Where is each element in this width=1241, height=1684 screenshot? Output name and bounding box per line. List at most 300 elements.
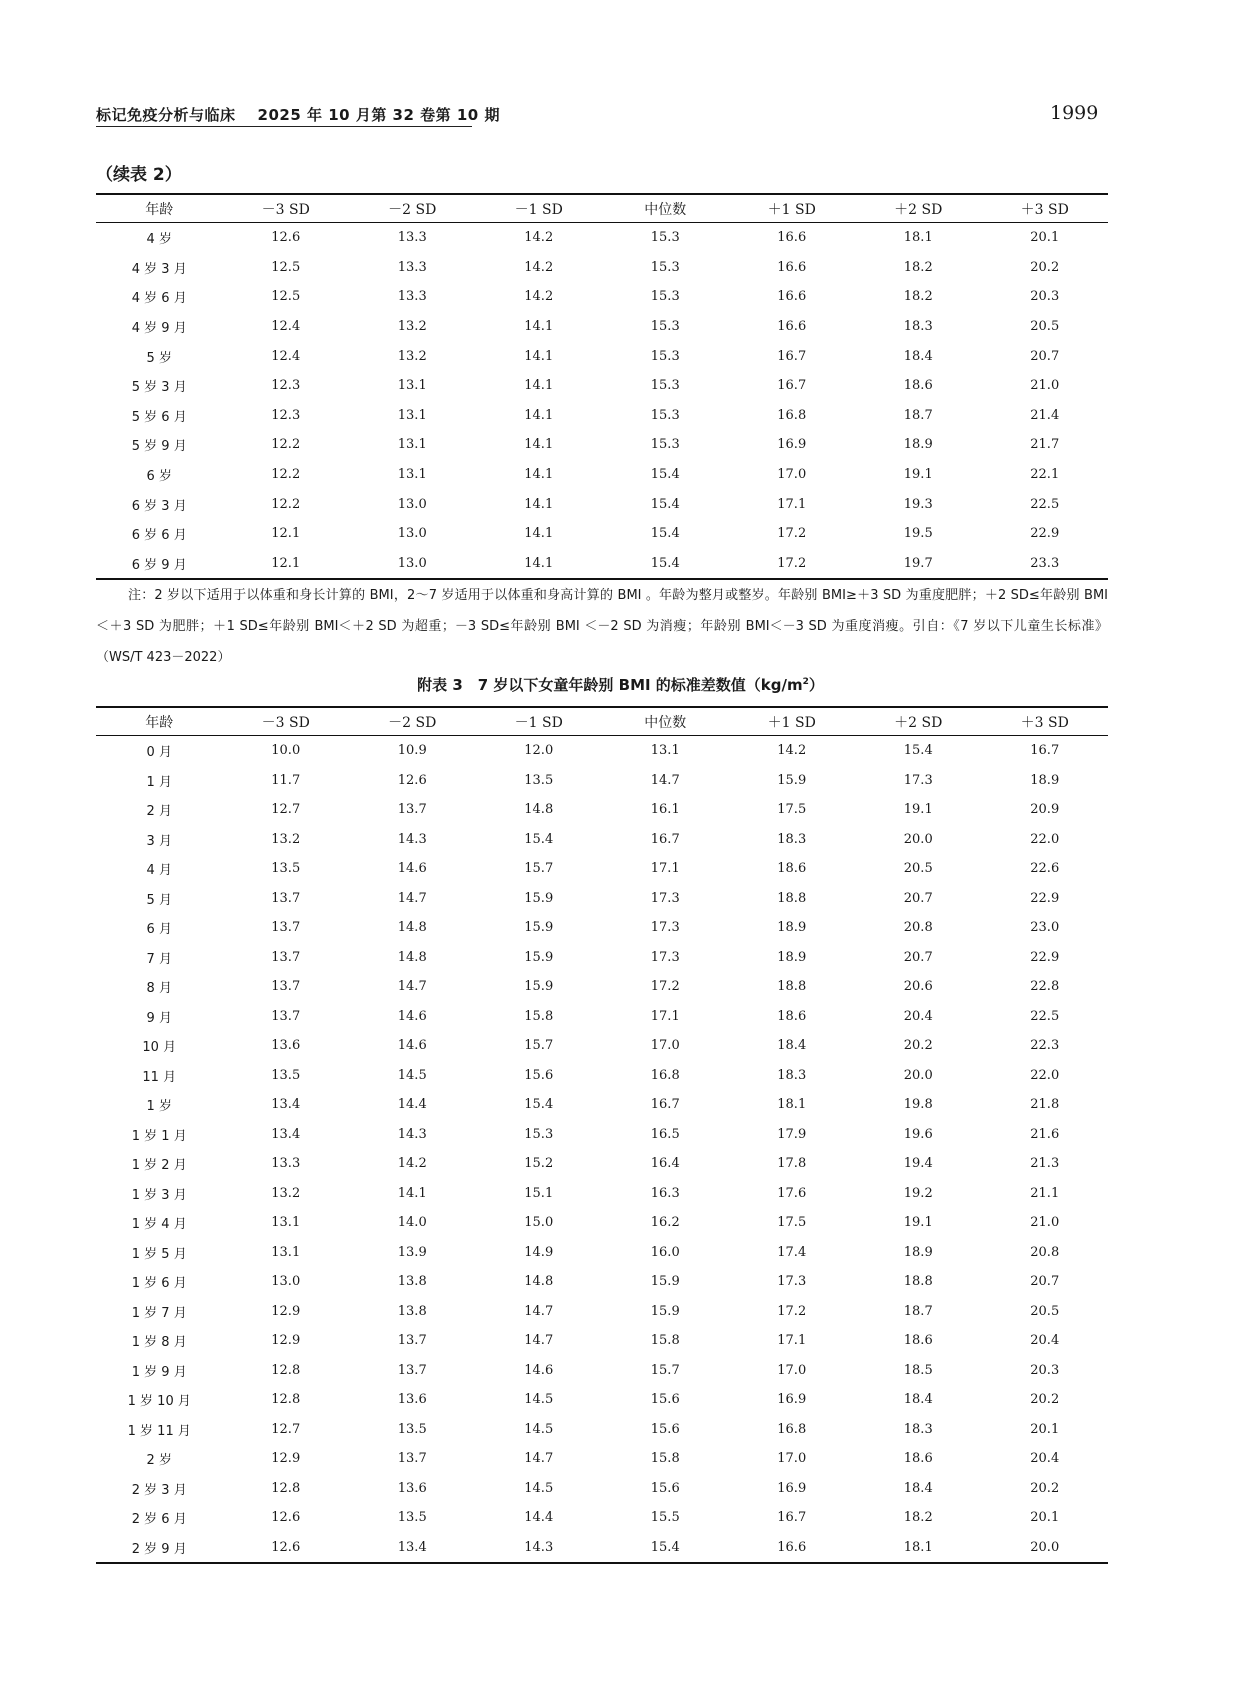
value-cell: 20.2 — [1030, 1480, 1060, 1496]
table-3-title-end: ） — [808, 676, 824, 694]
value-cell: 13.4 — [271, 1126, 301, 1142]
value-cell: 18.2 — [903, 1510, 933, 1526]
value-cell: 14.1 — [524, 407, 554, 423]
value-cell: 13.5 — [397, 1421, 427, 1437]
age-cell: 6 月 — [146, 922, 172, 938]
value-cell: 15.8 — [650, 1333, 680, 1349]
age-cell: 1 岁 11 月 — [127, 1423, 191, 1439]
value-cell: 18.1 — [903, 230, 933, 246]
value-cell: 15.4 — [650, 467, 680, 483]
value-cell: 23.3 — [1030, 555, 1060, 571]
table-row — [96, 460, 1108, 490]
table-row — [96, 972, 1108, 1002]
age-cell: 2 岁 9 月 — [131, 1541, 187, 1557]
value-cell: 10.0 — [271, 743, 301, 759]
value-cell: 15.6 — [650, 1392, 680, 1408]
table-row — [96, 1090, 1108, 1120]
table-row — [96, 1179, 1108, 1209]
age-cell: 4 岁 3 月 — [131, 261, 187, 277]
value-cell: 16.9 — [777, 1480, 807, 1496]
value-cell: 15.8 — [650, 1451, 680, 1467]
table-2-continued — [96, 193, 1108, 580]
value-cell: 15.3 — [650, 319, 680, 335]
value-cell: 21.0 — [1030, 378, 1060, 394]
value-cell: 13.5 — [397, 1510, 427, 1526]
value-cell: 16.4 — [650, 1156, 680, 1172]
value-cell: 20.8 — [903, 920, 933, 936]
value-cell: 15.3 — [650, 407, 680, 423]
value-cell: 13.3 — [397, 259, 427, 275]
table-row — [96, 736, 1108, 766]
value-cell: 17.1 — [777, 1333, 807, 1349]
value-cell: 14.1 — [524, 496, 554, 512]
age-cell: 0 月 — [146, 745, 172, 761]
table-row — [96, 253, 1108, 283]
value-cell: 17.0 — [777, 1362, 807, 1378]
value-cell: 17.9 — [777, 1126, 807, 1142]
value-cell: 15.5 — [650, 1510, 680, 1526]
value-cell: 12.1 — [271, 526, 301, 542]
value-cell: 18.4 — [903, 1480, 933, 1496]
value-cell: 19.1 — [903, 1215, 933, 1231]
table-row — [96, 1503, 1108, 1533]
column-header-age: 年龄 — [145, 714, 174, 731]
value-cell: 20.5 — [903, 861, 933, 877]
value-cell: 18.6 — [777, 861, 807, 877]
value-cell: 16.9 — [777, 1392, 807, 1408]
table-header-row — [96, 194, 1108, 223]
value-cell: 17.2 — [777, 1303, 807, 1319]
column-header: ＋2 SD — [894, 201, 943, 218]
value-cell: 22.9 — [1030, 890, 1060, 906]
column-header: ＋3 SD — [1020, 714, 1069, 731]
age-cell: 1 岁 2 月 — [131, 1158, 187, 1174]
value-cell: 14.5 — [524, 1392, 554, 1408]
value-cell: 12.3 — [271, 407, 301, 423]
age-cell: 11 月 — [142, 1069, 177, 1085]
value-cell: 12.5 — [271, 259, 301, 275]
value-cell: 13.7 — [397, 1451, 427, 1467]
value-cell: 14.7 — [524, 1303, 554, 1319]
table-row — [96, 1031, 1108, 1061]
value-cell: 15.6 — [650, 1421, 680, 1437]
journal-name: 标记免疫分析与临床 — [96, 106, 236, 124]
value-cell: 13.7 — [397, 802, 427, 818]
value-cell: 14.1 — [524, 467, 554, 483]
value-cell: 20.4 — [903, 1008, 933, 1024]
value-cell: 13.4 — [271, 1097, 301, 1113]
age-cell: 6 岁 9 月 — [131, 557, 187, 573]
value-cell: 16.7 — [777, 348, 807, 364]
value-cell: 20.8 — [1030, 1244, 1060, 1260]
table-row — [96, 943, 1108, 973]
table-row — [96, 430, 1108, 460]
value-cell: 13.5 — [271, 1067, 301, 1083]
age-cell: 4 岁 — [146, 232, 172, 248]
value-cell: 16.7 — [1030, 743, 1060, 759]
value-cell: 18.6 — [903, 378, 933, 394]
value-cell: 20.2 — [1030, 259, 1060, 275]
value-cell: 17.1 — [650, 861, 680, 877]
table-row — [96, 1415, 1108, 1445]
value-cell: 20.6 — [903, 979, 933, 995]
value-cell: 18.8 — [903, 1274, 933, 1290]
value-cell: 12.6 — [271, 1539, 301, 1555]
value-cell: 13.8 — [397, 1303, 427, 1319]
age-cell: 1 岁 10 月 — [127, 1394, 191, 1410]
value-cell: 15.4 — [524, 831, 554, 847]
value-cell: 20.3 — [1030, 289, 1060, 305]
table-note: 注：2 岁以下适用于以体重和身长计算的 BMI，2～7 岁适用于以体重和身高计算的 BMI 。年龄为整月或整岁。年龄别 BMI≥＋3 SD 为重度肥胖；＋2 SD≤年龄别 BMI ＜＋3 SD 为肥胖；＋1 SD≤年龄别 BMI＜＋2 SD 为超重；－3 SD≤年龄别 BMI ＜－2 SD 为消瘦；年龄别 BMI＜－3 SD 为重度消瘦。引自：《7 岁以下儿童生长标准》（WS/T 423－2022） — [96, 588, 1108, 665]
value-cell: 16.0 — [650, 1244, 680, 1260]
value-cell: 22.5 — [1030, 496, 1060, 512]
value-cell: 16.8 — [650, 1067, 680, 1083]
value-cell: 20.9 — [1030, 802, 1060, 818]
value-cell: 12.3 — [271, 378, 301, 394]
table-row — [96, 1208, 1108, 1238]
column-header: －3 SD — [261, 714, 310, 731]
value-cell: 15.9 — [650, 1274, 680, 1290]
value-cell: 18.3 — [903, 1421, 933, 1437]
value-cell: 12.8 — [271, 1480, 301, 1496]
value-cell: 15.4 — [650, 496, 680, 512]
value-cell: 14.7 — [524, 1451, 554, 1467]
value-cell: 16.6 — [777, 319, 807, 335]
value-cell: 13.3 — [397, 230, 427, 246]
value-cell: 22.6 — [1030, 861, 1060, 877]
value-cell: 11.7 — [271, 772, 301, 788]
value-cell: 13.1 — [397, 378, 427, 394]
value-cell: 19.6 — [903, 1126, 933, 1142]
value-cell: 14.2 — [524, 289, 554, 305]
value-cell: 15.4 — [524, 1097, 554, 1113]
value-cell: 17.3 — [650, 920, 680, 936]
value-cell: 15.4 — [903, 743, 933, 759]
value-cell: 12.4 — [271, 319, 301, 335]
table-row — [96, 913, 1108, 943]
value-cell: 15.7 — [650, 1362, 680, 1378]
value-cell: 17.4 — [777, 1244, 807, 1260]
journal-issue: 2025 年 10 月第 32 卷第 10 期 — [257, 106, 500, 124]
value-cell: 19.8 — [903, 1097, 933, 1113]
value-cell: 18.9 — [1030, 772, 1060, 788]
age-cell: 5 月 — [146, 892, 172, 908]
value-cell: 17.1 — [650, 1008, 680, 1024]
value-cell: 18.3 — [777, 1067, 807, 1083]
value-cell: 16.6 — [777, 259, 807, 275]
value-cell: 17.6 — [777, 1185, 807, 1201]
age-cell: 2 月 — [146, 804, 172, 820]
value-cell: 13.1 — [271, 1244, 301, 1260]
value-cell: 13.7 — [271, 979, 301, 995]
table-row — [96, 1267, 1108, 1297]
value-cell: 13.7 — [271, 890, 301, 906]
table-3-title — [0, 674, 1241, 695]
value-cell: 10.9 — [397, 743, 427, 759]
value-cell: 15.1 — [524, 1185, 554, 1201]
value-cell: 13.0 — [397, 555, 427, 571]
value-cell: 17.0 — [777, 1451, 807, 1467]
value-cell: 15.3 — [650, 378, 680, 394]
value-cell: 14.0 — [397, 1215, 427, 1231]
value-cell: 14.5 — [524, 1480, 554, 1496]
value-cell: 12.0 — [524, 743, 554, 759]
value-cell: 20.4 — [1030, 1333, 1060, 1349]
table-row — [96, 312, 1108, 342]
value-cell: 14.6 — [397, 1008, 427, 1024]
age-cell: 2 岁 — [146, 1453, 172, 1469]
value-cell: 16.2 — [650, 1215, 680, 1231]
value-cell: 21.8 — [1030, 1097, 1060, 1113]
table-row — [96, 795, 1108, 825]
value-cell: 14.3 — [397, 1126, 427, 1142]
value-cell: 16.7 — [650, 1097, 680, 1113]
value-cell: 22.0 — [1030, 831, 1060, 847]
value-cell: 14.8 — [397, 920, 427, 936]
value-cell: 13.0 — [397, 526, 427, 542]
value-cell: 16.6 — [777, 289, 807, 305]
table-3 — [96, 706, 1108, 1564]
age-cell: 1 岁 5 月 — [131, 1246, 187, 1262]
value-cell: 13.5 — [524, 772, 554, 788]
value-cell: 17.3 — [650, 890, 680, 906]
value-cell: 22.8 — [1030, 979, 1060, 995]
value-cell: 12.4 — [271, 348, 301, 364]
age-cell: 4 岁 9 月 — [131, 321, 187, 337]
value-cell: 22.9 — [1030, 526, 1060, 542]
value-cell: 23.0 — [1030, 920, 1060, 936]
value-cell: 20.0 — [903, 831, 933, 847]
header-rule — [96, 126, 472, 127]
table-body — [96, 736, 1108, 1564]
table-row — [96, 223, 1108, 253]
page-number: 1999 — [1050, 102, 1099, 124]
column-header: －1 SD — [514, 201, 563, 218]
value-cell: 14.2 — [524, 230, 554, 246]
value-cell: 13.4 — [397, 1539, 427, 1555]
value-cell: 14.8 — [524, 802, 554, 818]
table-row — [96, 1120, 1108, 1150]
value-cell: 12.9 — [271, 1333, 301, 1349]
value-cell: 18.7 — [903, 1303, 933, 1319]
value-cell: 19.1 — [903, 467, 933, 483]
value-cell: 15.9 — [524, 979, 554, 995]
value-cell: 14.7 — [650, 772, 680, 788]
value-cell: 21.0 — [1030, 1215, 1060, 1231]
column-header: ＋3 SD — [1020, 201, 1069, 218]
value-cell: 14.2 — [397, 1156, 427, 1172]
value-cell: 12.6 — [271, 230, 301, 246]
value-cell: 13.9 — [397, 1244, 427, 1260]
value-cell: 22.3 — [1030, 1038, 1060, 1054]
value-cell: 13.1 — [397, 467, 427, 483]
value-cell: 17.0 — [777, 467, 807, 483]
age-cell: 1 岁 8 月 — [131, 1335, 187, 1351]
age-cell: 7 月 — [146, 951, 172, 967]
value-cell: 15.3 — [650, 259, 680, 275]
value-cell: 17.2 — [650, 979, 680, 995]
age-cell: 6 岁 3 月 — [131, 498, 187, 514]
table-row — [96, 884, 1108, 914]
column-header: ＋2 SD — [894, 714, 943, 731]
value-cell: 17.3 — [777, 1274, 807, 1290]
value-cell: 18.1 — [903, 1539, 933, 1555]
value-cell: 18.4 — [903, 348, 933, 364]
value-cell: 13.1 — [397, 407, 427, 423]
value-cell: 12.1 — [271, 555, 301, 571]
value-cell: 20.4 — [1030, 1451, 1060, 1467]
value-cell: 13.1 — [397, 437, 427, 453]
value-cell: 21.1 — [1030, 1185, 1060, 1201]
value-cell: 15.9 — [777, 772, 807, 788]
value-cell: 14.2 — [524, 259, 554, 275]
value-cell: 15.3 — [650, 437, 680, 453]
value-cell: 14.6 — [524, 1362, 554, 1378]
value-cell: 22.1 — [1030, 467, 1060, 483]
value-cell: 17.5 — [777, 1215, 807, 1231]
value-cell: 18.9 — [777, 949, 807, 965]
value-cell: 15.4 — [650, 1539, 680, 1555]
value-cell: 15.7 — [524, 1038, 554, 1054]
value-cell: 15.3 — [650, 348, 680, 364]
value-cell: 13.7 — [271, 949, 301, 965]
value-cell: 14.3 — [397, 831, 427, 847]
value-cell: 20.2 — [903, 1038, 933, 1054]
age-cell: 1 岁 — [146, 1099, 172, 1115]
value-cell: 15.9 — [524, 920, 554, 936]
value-cell: 16.1 — [650, 802, 680, 818]
value-cell: 20.5 — [1030, 319, 1060, 335]
table-row — [96, 766, 1108, 796]
value-cell: 12.6 — [271, 1510, 301, 1526]
table-row — [96, 1385, 1108, 1415]
value-cell: 21.7 — [1030, 437, 1060, 453]
column-header: －2 SD — [388, 201, 437, 218]
value-cell: 12.9 — [271, 1451, 301, 1467]
value-cell: 14.3 — [524, 1539, 554, 1555]
value-cell: 20.7 — [903, 949, 933, 965]
value-cell: 14.8 — [397, 949, 427, 965]
value-cell: 14.1 — [524, 437, 554, 453]
age-cell: 5 岁 9 月 — [131, 439, 187, 455]
value-cell: 16.8 — [777, 1421, 807, 1437]
age-cell: 2 岁 3 月 — [131, 1482, 187, 1498]
value-cell: 20.1 — [1030, 1510, 1060, 1526]
value-cell: 14.4 — [397, 1097, 427, 1113]
value-cell: 14.1 — [524, 348, 554, 364]
value-cell: 22.9 — [1030, 949, 1060, 965]
value-cell: 19.7 — [903, 555, 933, 571]
value-cell: 12.8 — [271, 1392, 301, 1408]
table-row — [96, 854, 1108, 884]
column-header-age: 年龄 — [145, 201, 174, 218]
value-cell: 17.3 — [650, 949, 680, 965]
age-cell: 5 岁 6 月 — [131, 409, 187, 425]
value-cell: 13.3 — [397, 289, 427, 305]
value-cell: 13.8 — [397, 1274, 427, 1290]
table-row — [96, 401, 1108, 431]
table-row — [96, 1149, 1108, 1179]
value-cell: 13.1 — [271, 1215, 301, 1231]
table-row — [96, 341, 1108, 371]
value-cell: 20.3 — [1030, 1362, 1060, 1378]
column-header: 中位数 — [644, 714, 687, 731]
value-cell: 19.5 — [903, 526, 933, 542]
value-cell: 20.7 — [1030, 1274, 1060, 1290]
value-cell: 16.5 — [650, 1126, 680, 1142]
value-cell: 13.0 — [397, 496, 427, 512]
table-row — [96, 1444, 1108, 1474]
value-cell: 12.5 — [271, 289, 301, 305]
column-header: －3 SD — [261, 201, 310, 218]
value-cell: 18.3 — [777, 831, 807, 847]
value-cell: 14.8 — [524, 1274, 554, 1290]
value-cell: 14.7 — [524, 1333, 554, 1349]
age-cell: 5 岁 3 月 — [131, 380, 187, 396]
age-cell: 6 岁 6 月 — [131, 528, 187, 544]
value-cell: 15.9 — [650, 1303, 680, 1319]
table-row — [96, 519, 1108, 549]
column-header: －1 SD — [514, 714, 563, 731]
column-header: －2 SD — [388, 714, 437, 731]
value-cell: 14.7 — [397, 979, 427, 995]
value-cell: 13.0 — [271, 1274, 301, 1290]
value-cell: 15.6 — [524, 1067, 554, 1083]
value-cell: 18.9 — [903, 1244, 933, 1260]
value-cell: 14.1 — [397, 1185, 427, 1201]
value-cell: 12.2 — [271, 467, 301, 483]
value-cell: 13.2 — [397, 348, 427, 364]
value-cell: 18.4 — [777, 1038, 807, 1054]
value-cell: 13.6 — [271, 1038, 301, 1054]
table-row — [96, 549, 1108, 580]
value-cell: 13.7 — [271, 1008, 301, 1024]
value-cell: 15.2 — [524, 1156, 554, 1172]
value-cell: 18.7 — [903, 407, 933, 423]
value-cell: 14.6 — [397, 1038, 427, 1054]
age-cell: 10 月 — [142, 1040, 177, 1056]
value-cell: 14.7 — [397, 890, 427, 906]
value-cell: 12.7 — [271, 802, 301, 818]
value-cell: 15.7 — [524, 861, 554, 877]
value-cell: 18.8 — [777, 979, 807, 995]
value-cell: 20.0 — [1030, 1539, 1060, 1555]
age-cell: 8 月 — [146, 981, 172, 997]
value-cell: 14.9 — [524, 1244, 554, 1260]
value-cell: 20.7 — [1030, 348, 1060, 364]
value-cell: 15.3 — [524, 1126, 554, 1142]
value-cell: 13.3 — [271, 1156, 301, 1172]
age-cell: 1 月 — [146, 774, 172, 790]
value-cell: 18.2 — [903, 289, 933, 305]
value-cell: 14.4 — [524, 1510, 554, 1526]
column-header: 中位数 — [644, 201, 687, 218]
value-cell: 16.6 — [777, 230, 807, 246]
age-cell: 1 岁 9 月 — [131, 1364, 187, 1380]
age-cell: 4 月 — [146, 863, 172, 879]
table-row — [96, 1533, 1108, 1564]
table-row — [96, 1326, 1108, 1356]
age-cell: 9 月 — [146, 1010, 172, 1026]
value-cell: 14.1 — [524, 378, 554, 394]
age-cell: 1 岁 7 月 — [131, 1305, 187, 1321]
value-cell: 19.3 — [903, 496, 933, 512]
value-cell: 19.4 — [903, 1156, 933, 1172]
table-row — [96, 1002, 1108, 1032]
age-cell: 1 岁 6 月 — [131, 1276, 187, 1292]
value-cell: 18.6 — [903, 1333, 933, 1349]
value-cell: 18.8 — [777, 890, 807, 906]
